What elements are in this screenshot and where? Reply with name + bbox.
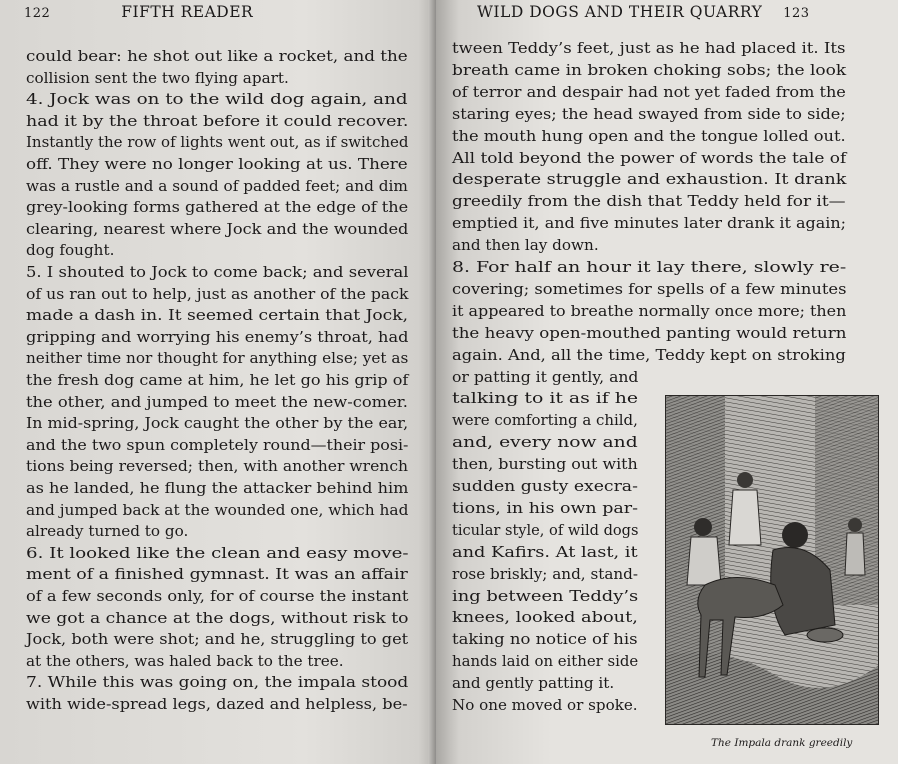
left-page-line: the other, and jumped to meet the new-comer. <box>26 393 408 411</box>
right-page-line: tions, in his own par- <box>452 499 638 517</box>
left-page-line: Instantly the row of lights went out, as if switched <box>26 133 409 151</box>
right-page-line: or patting it gently, and <box>452 368 639 386</box>
right-page-line: breath came in broken choking sobs; the look <box>452 61 847 79</box>
left-page-line: 5. I shouted to Jock to come back; and several <box>26 263 409 281</box>
right-page-line: then, bursting out with <box>452 455 638 473</box>
left-page-line: and the two spun completely round—their posi- <box>26 436 409 454</box>
left-page-line: as he landed, he flung the attacker behind him <box>26 479 409 497</box>
right-header <box>477 3 810 21</box>
figure-standing-body <box>729 490 761 545</box>
left-page-line: neither time nor thought for anything else; yet as <box>26 349 409 367</box>
left-page-line: had it by the throat before it could recover. <box>26 112 409 130</box>
right-page-line: covering; sometimes for spells of a few minutes <box>452 280 847 298</box>
left-page-line: with wide-spread legs, dazed and helpless, be- <box>26 695 408 713</box>
right-page-line: greedily from the dish that Teddy held for it— <box>452 192 846 210</box>
right-page-line: staring eyes; the head swayed from side to side; <box>452 105 846 123</box>
left-page-line: at the others, was haled back to the tree. <box>26 652 344 670</box>
figure-boy-body <box>687 537 721 585</box>
left-page-line: the fresh dog came at him, he let go his grip of <box>26 371 409 389</box>
right-page-line: tween Teddy’s feet, just as he had placed it. Its <box>452 39 846 57</box>
right-page-line: No one moved or spoke. <box>452 696 638 714</box>
left-page-line: In mid-spring, Jock caught the other by the ear, <box>26 414 409 432</box>
right-page-line: All told beyond the power of words the tale of <box>452 149 847 167</box>
right-page-line: and then lay down. <box>452 236 599 254</box>
right-page-line: knees, looked about, <box>452 608 638 626</box>
left-page-line: gripping and worrying his enemy’s throat, had <box>26 328 409 346</box>
right-page-line: and, every now and <box>452 433 638 451</box>
right-running-head: WILD DOGS AND THEIR QUARRY <box>477 3 763 21</box>
figure-standing-head <box>737 472 753 488</box>
left-page-line: 7. While this was going on, the impala stood <box>26 673 409 691</box>
left-page-line: ment of a finished gymnast. It was an affair <box>26 565 408 583</box>
left-page-number: 122 <box>24 6 51 21</box>
figure-right-head <box>848 518 862 532</box>
left-running-head: FIFTH READER <box>121 3 254 21</box>
right-page-line: taking no notice of his <box>452 630 638 648</box>
left-page <box>0 0 436 764</box>
illustration-engraving <box>665 395 879 725</box>
left-page-line: of a few seconds only, for of course the instant <box>26 587 409 605</box>
left-page-line: 4. Jock was on to the wild dog again, and <box>26 90 408 108</box>
right-page-line: it appeared to breathe normally once more; then <box>452 302 847 320</box>
left-page-line: Jock, both were shot; and he, struggling to get <box>26 630 409 648</box>
right-page-line: hands laid on either side <box>452 652 639 670</box>
right-page-number: 123 <box>783 6 810 21</box>
right-page-line: and gently patting it. <box>452 674 615 692</box>
right-page <box>436 0 898 764</box>
right-page-line: 8. For half an hour it lay there, slowly re- <box>452 258 847 276</box>
right-page-line: sudden gusty execra- <box>452 477 638 495</box>
dish <box>807 628 843 642</box>
figure-teddy-head <box>782 522 808 548</box>
left-page-line: already turned to go. <box>26 522 189 540</box>
right-page-line: were comforting a child, <box>452 411 638 429</box>
right-page-line: emptied it, and five minutes later drank it again; <box>452 214 847 232</box>
left-page-line: of us ran out to help, just as another of the pack <box>26 285 409 303</box>
left-page-line: and jumped back at the wounded one, which had <box>26 501 409 519</box>
figure-right-body <box>845 533 865 575</box>
figure-boy-head <box>694 518 712 536</box>
left-page-line: collision sent the two flying apart. <box>26 69 289 87</box>
left-page-line: could bear: he shot out like a rocket, and the <box>26 47 408 65</box>
right-page-line: rose briskly; and, stand- <box>452 565 639 583</box>
right-page-line: desperate struggle and exhaustion. It drank <box>452 170 847 188</box>
left-page-line: tions being reversed; then, with another wrench <box>26 457 409 475</box>
left-page-line: made a dash in. It seemed certain that Jock, <box>26 306 409 324</box>
left-page-line: dog fought. <box>26 241 115 259</box>
right-page-line: talking to it as if he <box>452 389 639 407</box>
left-page-line: off. They were no longer looking at us. There <box>26 155 408 173</box>
left-page-line: we got a chance at the dogs, without risk to <box>26 609 409 627</box>
left-page-line: clearing, nearest where Jock and the wounded <box>26 220 409 238</box>
right-page-line: the mouth hung open and the tongue lolled out. <box>452 127 846 145</box>
left-header <box>24 3 253 21</box>
right-page-line: the heavy open-mouthed panting would return <box>452 324 847 342</box>
right-page-line: of terror and despair had not yet faded from the <box>452 83 846 101</box>
right-page-line: and Kafirs. At last, it <box>452 543 638 561</box>
right-page-line: ing between Teddy’s <box>452 587 639 605</box>
right-page-line: again. And, all the time, Teddy kept on stroking <box>452 346 846 364</box>
left-page-line: was a rustle and a sound of padded feet; and dim <box>26 177 408 195</box>
left-page-line: grey-looking forms gathered at the edge of the <box>26 198 409 216</box>
left-page-line: 6. It looked like the clean and easy move- <box>26 544 409 562</box>
illustration-caption: The Impala drank greedily <box>711 737 853 749</box>
right-page-line: ticular style, of wild dogs <box>452 521 639 539</box>
